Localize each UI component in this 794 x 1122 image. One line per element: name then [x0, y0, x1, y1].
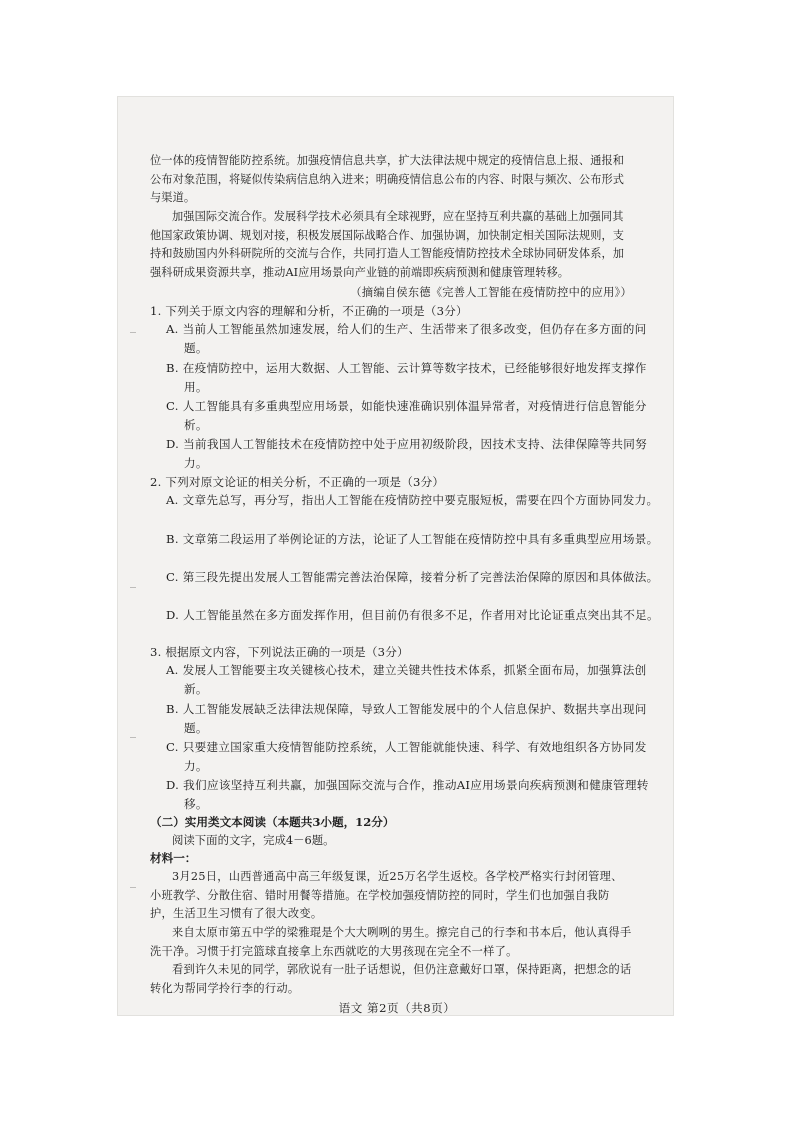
question-1-option-a: A. 当前人工智能虽然加速发展，给人们的生产、生活带来了很多改变，但仍存在多方面的问题。	[166, 322, 647, 355]
material-label: 材料一：	[150, 851, 197, 865]
question-1-stem: 1. 下列关于原文内容的理解和分析，不正确的一项是（3分）	[150, 304, 468, 318]
question-1-option-d: D. 当前我国人工智能技术在疫情防控中处于应用初级阶段，因技术支持、法律保障等共同努力。	[166, 437, 648, 470]
source-text: （摘编自侯东德《完善人工智能在疫情防控中的应用》）	[350, 286, 632, 299]
question-3-option-d: D. 我们应该坚持互利共赢，加强国际交流与合作，推动AI应用场景向疾病预测和健康管理转移。	[166, 778, 649, 811]
passage-paragraph-1: 位一体的疫情智能防控系统。加强疫情信息共享，扩大法律法规中规定的疫情信息上报、通报和公布对象范围，将疑似传染病信息纳入进来；明确疫情信息公布的内容、时限与频次、公布形式与渠道。	[150, 154, 625, 204]
question-2-stem: 2. 下列对原文论证的相关分析，不正确的一项是（3分）	[150, 475, 445, 489]
question-3-option-a: A. 发展人工智能要主攻关键核心技术，建立关键共性技术体系，抓紧全面布局，加强算法创新。	[166, 663, 647, 696]
question-3-option-b: B. 人工智能发展缺乏法律法规保障，导致人工智能发展中的个人信息保护、数据共享出现问题。	[166, 702, 647, 735]
material-paragraph-1: 3月25日，山西普通高中高三年级复课，近25万名学生返校。各学校严格实行封闭管理、小班教学、分散住宿、错时用餐等措施。在学校加强疫情防控的同时，学生们也加强自我防护，生活卫生习惯有了很大改变。	[150, 870, 623, 920]
question-1-option-b: B. 在疫情防控中，运用大数据、人工智能、云计算等数字技术，已经能够很好地发挥支撑作用。	[166, 361, 647, 394]
question-2-option-d: D. 人工智能虽然在多方面发挥作用，但目前仍有很多不足，作者用对比论证重点突出其不足。	[166, 608, 659, 622]
question-2-option-a: A. 文章先总写，再分写，指出人工智能在疫情防控中要克服短板，需要在四个方面协同发力。	[166, 493, 659, 507]
source-citation	[150, 284, 632, 302]
page-footer: 语文 第2页（共8页）	[338, 1001, 456, 1015]
section-instruction: 阅读下面的文字，完成4－6题。	[172, 833, 335, 847]
question-3-stem: 3. 根据原文内容，下列说法正确的一项是（3分）	[150, 645, 409, 659]
question-2-option-c: C. 第三段先提出发展人工智能需完善法治保障，接着分析了完善法治保障的原因和具体做法。	[166, 570, 659, 584]
material-paragraph-2: 来自太原市第五中学的梁雅琨是个大大咧咧的男生。擦完自己的行李和书本后，他认真得手洗干净。习惯于打完篮球直接拿上东西就吃的大男孩现在完全不一样了。	[150, 926, 632, 958]
material-paragraph-3: 看到许久未见的同学，郭欣说有一肚子话想说，但仍注意戴好口罩，保持距离，把想念的话转化为帮同学拎行李的行动。	[150, 963, 632, 995]
question-2-option-b: B. 文章第二段运用了举例论证的方法，论证了人工智能在疫情防控中具有多重典型应用场景。	[166, 532, 659, 546]
margin-mark	[130, 887, 136, 888]
margin-mark	[130, 332, 136, 333]
question-3-option-c: C. 只要建立国家重大疫情智能防控系统，人工智能就能快速、科学、有效地组织各方协同发力。	[166, 740, 647, 773]
passage-paragraph-2: 加强国际交流合作。发展科学技术必须具有全球视野，应在坚持互利共赢的基础上加强同其他国家政策协调、规划对接，积极发展国际战略合作、加强协调，加快制定相关国际法规则，支持和鼓励国内外科研院所的交流与合作，共同打造人工智能疫情防控技术全球协同研发体系，加强科研成果资源共享，推动AI应用场景向产业链的前端即疾病预测和健康管理转移。	[150, 210, 625, 279]
section-heading: （二）实用类文本阅读（本题共3小题，12分）	[150, 815, 395, 829]
question-1-option-c: C. 人工智能具有多重典型应用场景，如能快速准确识别体温异常者，对疫情进行信息智能分析。	[166, 399, 647, 432]
margin-mark	[130, 737, 136, 738]
margin-mark	[130, 587, 136, 588]
